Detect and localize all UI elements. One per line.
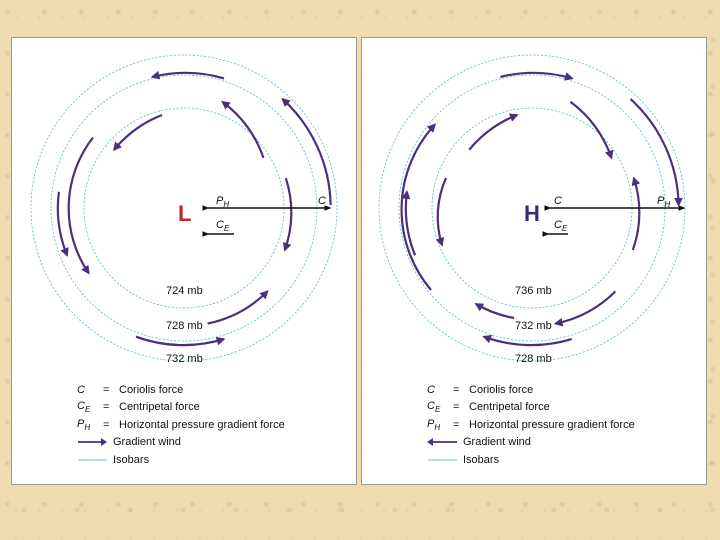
isobar-legend-icon [77, 455, 107, 465]
legend [77, 381, 285, 469]
centripetal-force-label: $C_E$ [554, 219, 568, 233]
isobar-label: 732 mb [515, 320, 552, 332]
gradient-wind-arrow [58, 192, 67, 256]
legend-row-pressure: $P_H$ = Horizontal pressure gradient force [427, 417, 635, 432]
isobar-label: 732 mb [166, 353, 203, 365]
legend-row-isobars: Isobars [77, 451, 285, 469]
gradient-wind-arrow [476, 304, 514, 318]
gradient-wind-arrow [223, 102, 264, 158]
low-pressure-panel [11, 37, 357, 485]
isobar-label: 728 mb [166, 320, 203, 332]
gradient-wind-arrow [633, 178, 640, 250]
gradient-wind-arrow [69, 138, 93, 274]
gradient-wind-arrow [208, 291, 268, 323]
gradient-wind-arrow [285, 178, 292, 250]
legend [427, 381, 635, 469]
gradient-wind-arrow [500, 73, 572, 79]
gradient-wind-legend-icon [77, 437, 107, 447]
gradient-wind-arrow [571, 102, 612, 158]
pressure-force-label: $P_H$ [216, 195, 230, 209]
legend-row-gradient-wind: Gradient wind [77, 434, 285, 452]
gradient-wind-arrow [114, 115, 162, 150]
gradient-wind-arrow [556, 291, 616, 323]
legend-row-centripetal: $C_E$ = Centripetal force [427, 400, 550, 415]
gradient-wind-arrow [152, 73, 224, 79]
gradient-wind-legend-icon [427, 437, 457, 447]
gradient-wind-arrow [469, 115, 517, 150]
center-low-label: L [178, 201, 192, 226]
isobar-label: 736 mb [515, 285, 552, 297]
centripetal-force-label: $C_E$ [216, 219, 230, 233]
legend-row-coriolis: C = Coriolis force [77, 383, 184, 396]
legend-row-gradient-wind: Gradient wind [427, 434, 635, 452]
coriolis-force-label: C [554, 195, 562, 207]
pressure-force-label: $P_H$ [657, 195, 671, 209]
isobar-label: 728 mb [515, 353, 552, 365]
legend-row-isobars: Isobars [427, 451, 635, 469]
center-high-label: H [524, 201, 540, 226]
gradient-wind-arrow [438, 178, 446, 245]
isobar-legend-icon [427, 455, 457, 465]
isobar-label: 724 mb [166, 285, 203, 297]
legend-row-pressure: $P_H$ = Horizontal pressure gradient force [77, 417, 285, 432]
coriolis-force-label: C [318, 195, 326, 207]
legend-row-coriolis: C = Coriolis force [427, 383, 534, 396]
legend-row-centripetal: $C_E$ = Centripetal force [77, 400, 200, 415]
high-pressure-panel [361, 37, 707, 485]
